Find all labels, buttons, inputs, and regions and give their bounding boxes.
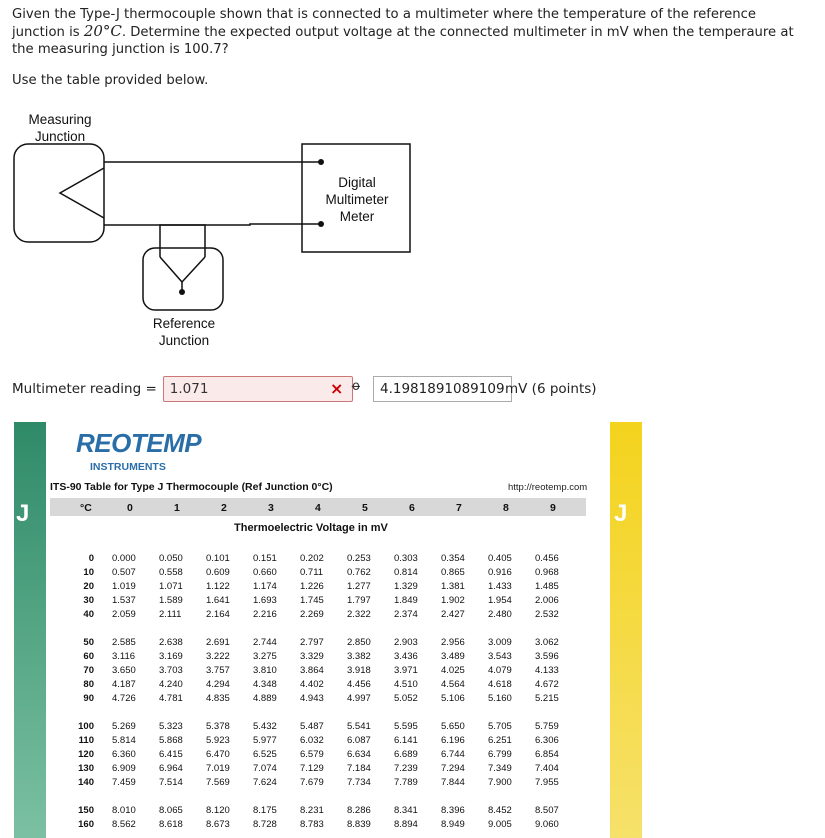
table-value-cell: 8.618 xyxy=(159,819,183,830)
table-value-cell: 8.452 xyxy=(488,805,512,816)
table-value-cell: 1.745 xyxy=(300,595,324,606)
table-value-cell: 8.341 xyxy=(394,805,418,816)
table-value-cell: 7.514 xyxy=(159,777,183,788)
table-value-cell: 3.275 xyxy=(253,651,277,662)
table-value-cell: 4.402 xyxy=(300,679,324,690)
wire-bottom xyxy=(104,225,205,257)
table-value-cell: 0.101 xyxy=(206,553,230,564)
table-value-cell: 7.955 xyxy=(535,777,559,788)
brand-subtitle: INSTRUMENTS xyxy=(90,461,166,473)
table-temp-cell: 60 xyxy=(83,651,94,662)
table-value-cell: 7.679 xyxy=(300,777,324,788)
table-value-cell: 4.294 xyxy=(206,679,230,690)
table-temp-cell: 20 xyxy=(83,581,94,592)
answer-row xyxy=(12,375,353,403)
table-value-cell: 8.120 xyxy=(206,805,230,816)
table-temp-cell: 140 xyxy=(78,777,94,788)
table-value-cell: 3.918 xyxy=(347,665,371,676)
table-value-cell: 1.485 xyxy=(535,581,559,592)
side-letter-left: J xyxy=(16,500,30,527)
table-value-cell: 7.624 xyxy=(253,777,277,788)
question-part1: Given the Type-J thermocouple shown that is connected to a multimeter where the temperature of the reference junction is xyxy=(12,7,756,40)
table-temp-cell: 0 xyxy=(88,553,94,564)
table-value-cell: 4.133 xyxy=(535,665,559,676)
table-temp-cell: 110 xyxy=(78,735,94,746)
table-hint: Use the table provided below. xyxy=(12,73,209,88)
table-value-cell: 7.900 xyxy=(488,777,512,788)
table-value-cell: 1.954 xyxy=(488,595,512,606)
table-value-cell: 0.202 xyxy=(300,553,324,564)
table-value-cell: 4.079 xyxy=(488,665,512,676)
table-value-cell: 5.323 xyxy=(159,721,183,732)
table-value-cell: 5.432 xyxy=(253,721,277,732)
table-value-cell: 3.329 xyxy=(300,651,324,662)
correct-answer: 4.1981891089109 xyxy=(373,376,512,402)
table-value-cell: 0.354 xyxy=(441,553,465,564)
table-value-cell: 6.799 xyxy=(488,749,512,760)
table-value-cell: 4.456 xyxy=(347,679,371,690)
table-value-cell: 8.839 xyxy=(347,819,371,830)
table-temp-cell: 100 xyxy=(78,721,94,732)
table-value-cell: 0.151 xyxy=(253,553,277,564)
table-value-cell: 6.525 xyxy=(253,749,277,760)
table-value-cell: 5.052 xyxy=(394,693,418,704)
table-value-cell: 8.175 xyxy=(253,805,277,816)
table-value-cell: 8.065 xyxy=(159,805,183,816)
table-value-cell: 1.122 xyxy=(206,581,230,592)
green-side-bar xyxy=(14,422,46,838)
table-value-cell: 0.000 xyxy=(112,553,136,564)
table-value-cell: 1.433 xyxy=(488,581,512,592)
table-value-cell: 2.374 xyxy=(394,609,418,620)
table-subtitle: Thermoelectric Voltage in mV xyxy=(234,522,388,534)
table-value-cell: 3.062 xyxy=(535,637,559,648)
table-value-cell: 8.507 xyxy=(535,805,559,816)
table-value-cell: 3.703 xyxy=(159,665,183,676)
table-value-cell: 1.381 xyxy=(441,581,465,592)
table-value-cell: 6.360 xyxy=(112,749,136,760)
table-header-cell: 9 xyxy=(550,502,556,514)
table-value-cell: 4.997 xyxy=(347,693,371,704)
table-value-cell: 5.378 xyxy=(206,721,230,732)
table-value-cell: 2.638 xyxy=(159,637,183,648)
table-header-cell: 8 xyxy=(503,502,509,514)
table-header-cell: 2 xyxy=(221,502,227,514)
table-header-cell: °C xyxy=(80,502,92,514)
incorrect-icon: × xyxy=(330,379,344,398)
measuring-junction-wire xyxy=(60,168,104,218)
table-value-cell: 9.060 xyxy=(535,819,559,830)
table-temp-cell: 10 xyxy=(83,567,94,578)
table-temp-cell: 50 xyxy=(83,637,94,648)
table-value-cell: 7.074 xyxy=(253,763,277,774)
table-header-cell: 0 xyxy=(127,502,133,514)
table-value-cell: 8.894 xyxy=(394,819,418,830)
table-value-cell: 3.009 xyxy=(488,637,512,648)
table-value-cell: 3.650 xyxy=(112,665,136,676)
table-value-cell: 1.226 xyxy=(300,581,324,592)
table-value-cell: 8.396 xyxy=(441,805,465,816)
table-value-cell: 5.160 xyxy=(488,693,512,704)
table-temp-cell: 150 xyxy=(78,805,94,816)
side-letter-right: J xyxy=(614,500,628,527)
table-value-cell: 0.405 xyxy=(488,553,512,564)
table-value-cell: 1.071 xyxy=(159,581,183,592)
table-value-cell: 3.169 xyxy=(159,651,183,662)
table-temp-cell: 160 xyxy=(78,819,94,830)
table-value-cell: 8.231 xyxy=(300,805,324,816)
yellow-side-bar xyxy=(610,422,642,838)
table-value-cell: 1.589 xyxy=(159,595,183,606)
table-value-cell: 3.436 xyxy=(394,651,418,662)
table-value-cell: 1.174 xyxy=(253,581,277,592)
table-value-cell: 2.164 xyxy=(206,609,230,620)
table-temp-cell: 70 xyxy=(83,665,94,676)
table-value-cell: 2.903 xyxy=(394,637,418,648)
meter-terminal-top xyxy=(318,159,324,165)
table-value-cell: 6.634 xyxy=(347,749,371,760)
table-value-cell: 2.427 xyxy=(441,609,465,620)
table-value-cell: 2.797 xyxy=(300,637,324,648)
brand-logo: REOTEMP xyxy=(76,428,202,458)
table-value-cell: 2.322 xyxy=(347,609,371,620)
answer-label: Multimeter reading = xyxy=(12,381,157,397)
table-value-cell: 6.087 xyxy=(347,735,371,746)
table-value-cell: 7.019 xyxy=(206,763,230,774)
table-value-cell: 4.943 xyxy=(300,693,324,704)
table-value-cell: 1.902 xyxy=(441,595,465,606)
table-value-cell: 6.964 xyxy=(159,763,183,774)
table-value-cell: 5.541 xyxy=(347,721,371,732)
table-value-cell: 2.480 xyxy=(488,609,512,620)
table-value-cell: 4.025 xyxy=(441,665,465,676)
table-value-cell: 3.116 xyxy=(112,651,136,662)
table-value-cell: 0.916 xyxy=(488,567,512,578)
table-value-cell: 0.660 xyxy=(253,567,277,578)
table-value-cell: 2.532 xyxy=(535,609,559,620)
unit-points: mV (6 points) xyxy=(505,381,597,397)
table-header-cell: 6 xyxy=(409,502,415,514)
table-value-cell: 9.005 xyxy=(488,819,512,830)
table-value-cell: 5.487 xyxy=(300,721,324,732)
table-value-cell: 0.968 xyxy=(535,567,559,578)
table-value-cell: 6.579 xyxy=(300,749,324,760)
table-value-cell: 4.510 xyxy=(394,679,418,690)
table-value-cell: 2.111 xyxy=(159,609,182,620)
table-value-cell: 8.728 xyxy=(253,819,277,830)
table-value-cell: 7.844 xyxy=(441,777,465,788)
table-value-cell: 4.726 xyxy=(112,693,136,704)
table-value-cell: 7.789 xyxy=(394,777,418,788)
table-value-cell: 6.141 xyxy=(394,735,418,746)
table-value-cell: 2.850 xyxy=(347,637,371,648)
table-value-cell: 2.691 xyxy=(206,637,230,648)
table-value-cell: 6.689 xyxy=(394,749,418,760)
table-value-cell: 6.306 xyxy=(535,735,559,746)
table-value-cell: 3.971 xyxy=(394,665,418,676)
table-value-cell: 7.349 xyxy=(488,763,512,774)
table-temp-cell: 80 xyxy=(83,679,94,690)
table-value-cell: 4.564 xyxy=(441,679,465,690)
table-value-cell: 2.585 xyxy=(112,637,136,648)
table-value-cell: 1.329 xyxy=(394,581,418,592)
table-value-cell: 8.673 xyxy=(206,819,230,830)
table-value-cell: 2.956 xyxy=(441,637,465,648)
table-value-cell: 6.470 xyxy=(206,749,230,760)
table-value-cell: 3.489 xyxy=(441,651,465,662)
table-value-cell: 5.215 xyxy=(535,693,559,704)
table-value-cell: 8.010 xyxy=(112,805,136,816)
table-header-cell: 1 xyxy=(174,502,180,514)
table-value-cell: 0.865 xyxy=(441,567,465,578)
reference-junction-box xyxy=(143,248,223,310)
table-header-cell: 5 xyxy=(362,502,368,514)
table-value-cell: 1.277 xyxy=(347,581,371,592)
wire-ref xyxy=(160,224,321,257)
table-value-cell: 2.744 xyxy=(253,637,277,648)
table-value-cell: 2.269 xyxy=(300,609,324,620)
table-title: ITS-90 Table for Type J Thermocouple (Ref Junction 0°C) xyxy=(50,481,333,493)
key-icon: o̶ xyxy=(352,379,360,394)
table-value-cell: 5.868 xyxy=(159,735,183,746)
thermocouple-table xyxy=(14,422,642,838)
table-value-cell: 8.562 xyxy=(112,819,136,830)
table-header-cell: 7 xyxy=(456,502,462,514)
table-temp-cell: 40 xyxy=(83,609,94,620)
table-value-cell: 4.618 xyxy=(488,679,512,690)
table-value-cell: 3.757 xyxy=(206,665,230,676)
table-value-cell: 6.032 xyxy=(300,735,324,746)
table-value-cell: 8.783 xyxy=(300,819,324,830)
table-value-cell: 0.609 xyxy=(206,567,230,578)
table-value-cell: 5.650 xyxy=(441,721,465,732)
table-value-cell: 3.810 xyxy=(253,665,277,676)
table-value-cell: 6.196 xyxy=(441,735,465,746)
reference-junction-label: Reference Junction xyxy=(152,316,216,348)
table-value-cell: 0.711 xyxy=(300,567,324,578)
table-value-cell: 0.507 xyxy=(112,567,136,578)
table-value-cell: 8.949 xyxy=(441,819,465,830)
table-value-cell: 1.797 xyxy=(347,595,371,606)
table-value-cell: 5.595 xyxy=(394,721,418,732)
table-value-cell: 5.923 xyxy=(206,735,230,746)
table-value-cell: 6.744 xyxy=(441,749,465,760)
table-value-cell: 2.216 xyxy=(253,609,277,620)
table-value-cell: 7.129 xyxy=(300,763,324,774)
table-temp-cell: 130 xyxy=(78,763,94,774)
table-value-cell: 7.404 xyxy=(535,763,559,774)
table-value-cell: 0.253 xyxy=(347,553,371,564)
table-value-cell: 1.537 xyxy=(112,595,136,606)
table-value-cell: 3.596 xyxy=(535,651,559,662)
table-value-cell: 5.759 xyxy=(535,721,559,732)
question-text xyxy=(12,6,812,58)
table-temp-cell: 120 xyxy=(78,749,94,760)
measuring-junction-label: Measuring Junction xyxy=(28,112,92,144)
multimeter-label: Digital Multimeter Meter xyxy=(325,175,389,224)
table-temp-cell: 30 xyxy=(83,595,94,606)
table-value-cell: 0.050 xyxy=(159,553,183,564)
table-value-cell: 5.977 xyxy=(253,735,277,746)
table-value-cell: 7.734 xyxy=(347,777,371,788)
table-value-cell: 4.240 xyxy=(159,679,183,690)
table-value-cell: 6.909 xyxy=(112,763,136,774)
table-value-cell: 5.814 xyxy=(112,735,136,746)
table-value-cell: 4.187 xyxy=(112,679,136,690)
table-value-cell: 6.251 xyxy=(488,735,512,746)
reference-temperature: 20°C xyxy=(83,22,122,40)
table-value-cell: 8.286 xyxy=(347,805,371,816)
table-value-cell: 3.864 xyxy=(300,665,324,676)
reference-junction-wire xyxy=(160,257,205,282)
table-value-cell: 7.184 xyxy=(347,763,371,774)
table-value-cell: 3.543 xyxy=(488,651,512,662)
table-value-cell: 1.693 xyxy=(253,595,277,606)
table-value-cell: 2.059 xyxy=(112,609,136,620)
table-value-cell: 7.459 xyxy=(112,777,136,788)
table-value-cell: 5.269 xyxy=(112,721,136,732)
table-value-cell: 5.106 xyxy=(441,693,465,704)
table-value-cell: 6.415 xyxy=(159,749,183,760)
table-url: http://reotemp.com xyxy=(508,482,588,493)
table-value-cell: 2.006 xyxy=(535,595,559,606)
table-value-cell: 3.382 xyxy=(347,651,371,662)
table-value-cell: 0.558 xyxy=(159,567,183,578)
table-value-cell: 1.641 xyxy=(206,595,230,606)
table-value-cell: 4.835 xyxy=(206,693,230,704)
table-value-cell: 5.705 xyxy=(488,721,512,732)
table-value-cell: 0.456 xyxy=(535,553,559,564)
table-value-cell: 7.239 xyxy=(394,763,418,774)
table-value-cell: 0.303 xyxy=(394,553,418,564)
table-value-cell: 4.781 xyxy=(159,693,183,704)
table-value-cell: 6.854 xyxy=(535,749,559,760)
table-value-cell: 4.889 xyxy=(253,693,277,704)
question-part2: . Determine the expected output voltage at the connected multimeter in mV when the temperaure at the measuring junction is 100.7? xyxy=(12,25,794,57)
table-value-cell: 7.569 xyxy=(206,777,230,788)
table-value-cell: 1.019 xyxy=(112,581,136,592)
multimeter-reading-input[interactable]: 1.071 xyxy=(163,376,353,402)
table-value-cell: 0.762 xyxy=(347,567,371,578)
table-header-cell: 4 xyxy=(315,502,321,514)
table-value-cell: 7.294 xyxy=(441,763,465,774)
table-value-cell: 4.672 xyxy=(535,679,559,690)
table-temp-cell: 90 xyxy=(83,693,94,704)
table-value-cell: 0.814 xyxy=(394,567,418,578)
table-value-cell: 4.348 xyxy=(253,679,277,690)
table-header-cell: 3 xyxy=(268,502,274,514)
table-value-cell: 3.222 xyxy=(206,651,230,662)
table-value-cell: 1.849 xyxy=(394,595,418,606)
